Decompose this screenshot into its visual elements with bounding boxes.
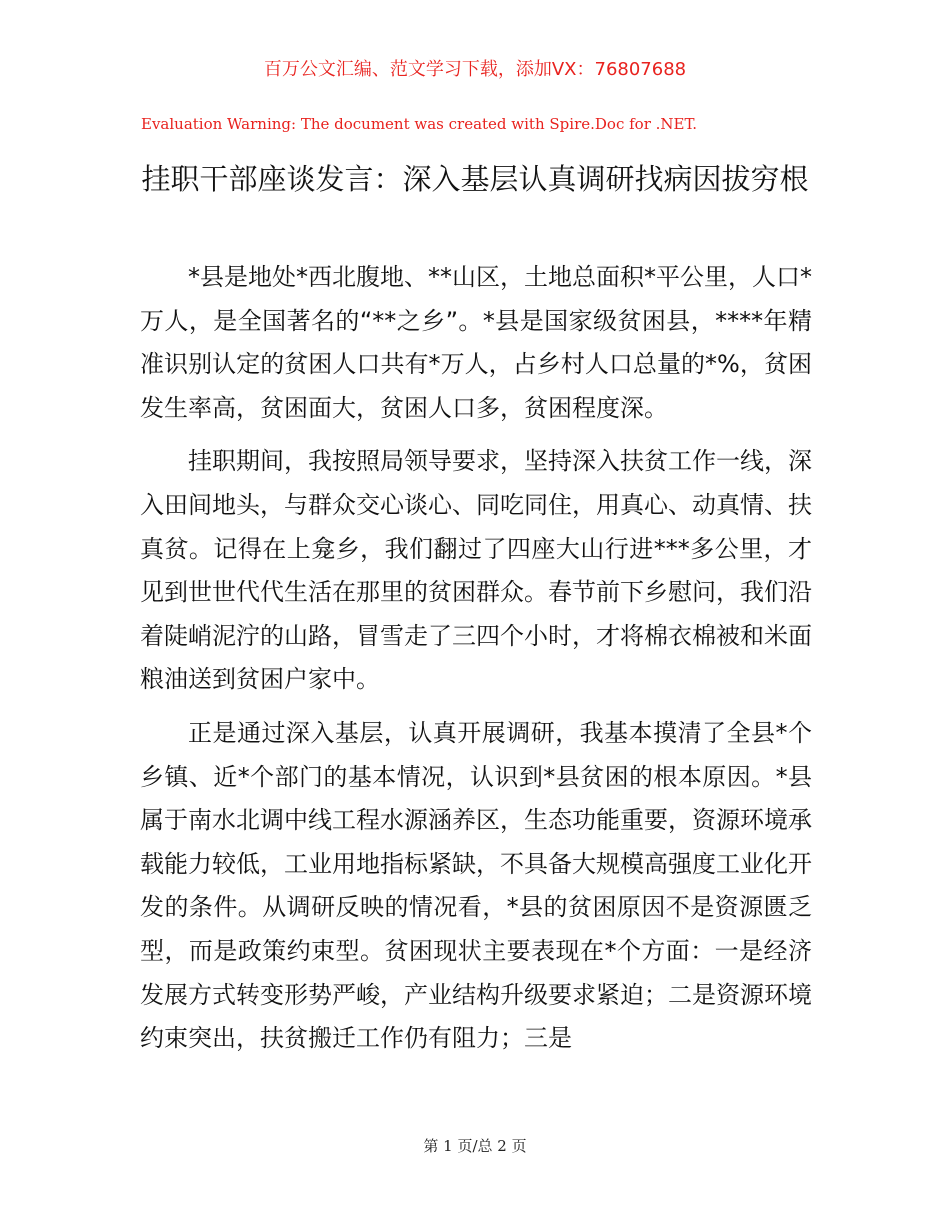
header-banner: 百万公文汇编、范文学习下载，添加VX：76807688 xyxy=(263,59,687,80)
paragraph: 挂职期间，我按照局领导要求，坚持深入扶贫工作一线，深入田间地头，与群众交心谈心、同吃同住，用真心、动真情、扶真贫。记得在上龛乡，我们翻过了四座大山行进***多公里，才见到世世代代生活在那里的贫困群众。春节前下乡慰问，我们沿着陡峭泥泞的山路，冒雪走了三四个小时，才将棉衣棉被和米面粮油送到贫困户家中。 xyxy=(140,447,812,694)
page-number-footer: 第 1 页/总 2 页 xyxy=(423,1137,527,1155)
document-body xyxy=(140,256,812,1071)
document-title: 挂职干部座谈发言：深入基层认真调研找病因拔穷根 xyxy=(141,162,809,196)
evaluation-warning: Evaluation Warning: The document was created with Spire.Doc for .NET. xyxy=(141,115,698,133)
paragraph: 正是通过深入基层，认真开展调研，我基本摸清了全县*个乡镇、近*个部门的基本情况，认识到*县贫困的根本原因。*县属于南水北调中线工程水源涵养区，生态功能重要，资源环境承载能力较低，工业用地指标紧缺，不具备大规模高强度工业化开发的条件。从调研反映的情况看，*县的贫困原因不是资源匮乏型，而是政策约束型。贫困现状主要表现在*个方面：一是经济发展方式转变形势严峻，产业结构升级要求紧迫；二是资源环境约束突出，扶贫搬迁工作仍有阻力；三是 xyxy=(140,718,812,1053)
paragraph: *县是地处*西北腹地、**山区，土地总面积*平公里，人口*万人，是全国著名的“**之乡”。*县是国家级贫困县，****年精准识别认定的贫困人口共有*万人，占乡村人口总量的*%，贫困发生率高，贫困面大，贫困人口多，贫困程度深。 xyxy=(140,263,812,422)
